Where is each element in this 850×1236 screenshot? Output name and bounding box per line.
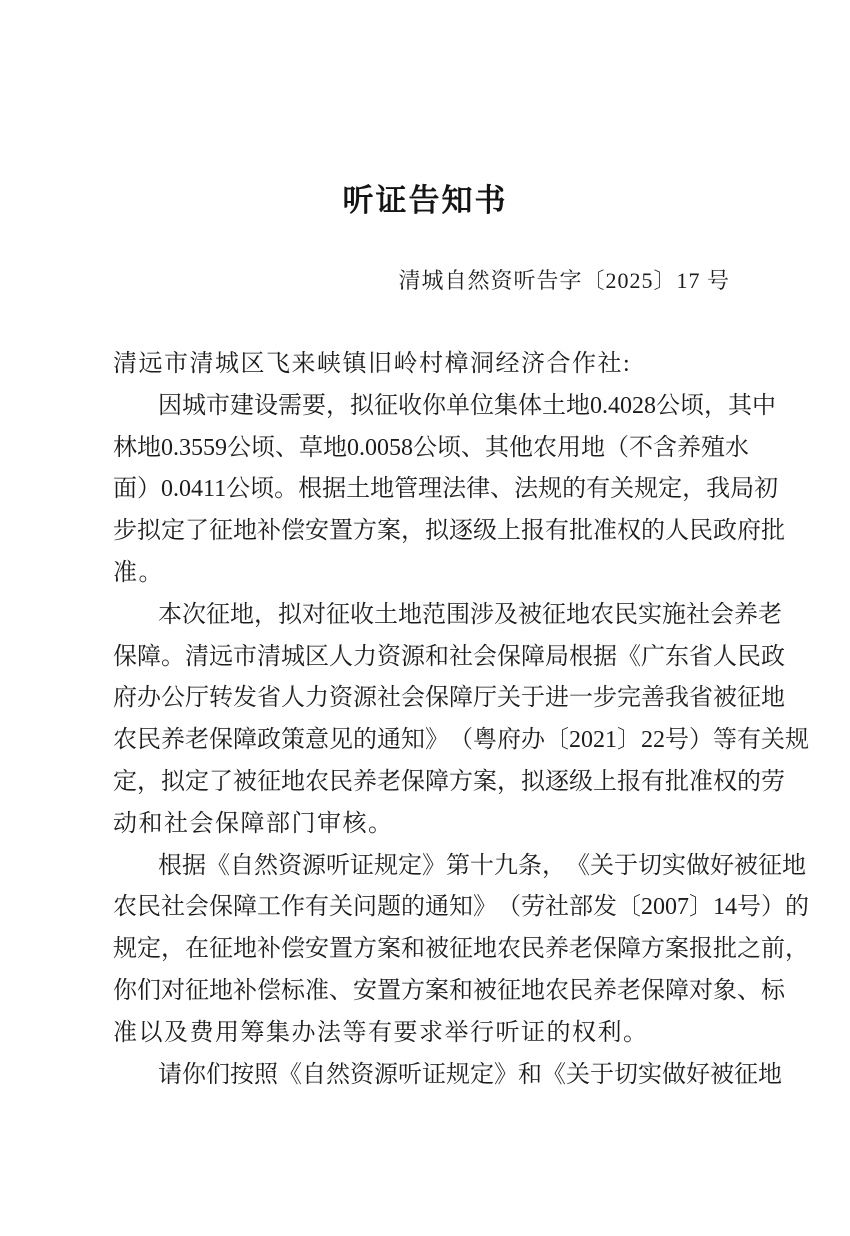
text-line: 你 们 对 征 地 补 偿 标 准 、 安 置 方 案 和 被 征 地 农 民 养 老 保 障 对 象 、 标 bbox=[113, 977, 785, 1004]
text-line: 林 地 0.3559 公 顷 、 草 地 0.0058 公 顷 、 其 他 农 用 地 （ 不 含 养 殖 水 bbox=[113, 434, 749, 461]
document-reference-number: 清城自然资听告字〔2025〕17 号 bbox=[398, 268, 730, 293]
text-line: 规 定 ， 在 征 地 补 偿 安 置 方 案 和 被 征 地 农 民 养 老 保 障 方 案 报 批 之 前 ， bbox=[113, 936, 809, 963]
text-line: 准。 bbox=[113, 559, 164, 586]
addressee-line: 清远市清城区飞来峡镇旧岭村樟洞经济合作社: bbox=[113, 351, 632, 377]
text-line: 农 民 社 会 保 障 工 作 有 关 问 题 的 通 知 》 （ 劳 社 部 发 〔 2007 〕 14 号 ） 的 bbox=[113, 894, 809, 921]
text-line: 因 城 市 建 设 需 要 ， 拟 征 收 你 单 位 集 体 土 地 0.4028 公 顷 ， 其 中 bbox=[158, 392, 776, 419]
text-line: 保 障 。 清 远 市 清 城 区 人 力 资 源 和 社 会 保 障 局 根 据 《 广 东 省 人 民 政 bbox=[113, 643, 785, 670]
text-line: 农 民 养 老 保 障 政 策 意 见 的 通 知 》 （ 粤 府 办 〔 2021 〕 22 号 ） 等 有 关 规 bbox=[113, 727, 809, 754]
text-line: 步 拟 定 了 征 地 补 偿 安 置 方 案 ， 拟 逐 级 上 报 有 批 准 权 的 人 民 政 府 批 bbox=[113, 518, 785, 545]
document-body bbox=[113, 344, 809, 1096]
text-line: 请 你 们 按 照 《 自 然 资 源 听 证 规 定 》 和 《 关 于 切 实 做 好 被 征 地 bbox=[158, 1061, 782, 1088]
text-line: 根 据 《 自 然 资 源 听 证 规 定 》 第 十 九 条 ， 《 关 于 切 实 做 好 被 征 地 bbox=[158, 852, 806, 879]
text-line: 准以及费用筹集办法等有要求举行听证的权利。 bbox=[113, 1019, 649, 1046]
text-line: 定 ， 拟 定 了 被 征 地 农 民 养 老 保 障 方 案 ， 拟 逐 级 上 报 有 批 准 权 的 劳 bbox=[113, 768, 785, 795]
document-title: 听证告知书 bbox=[342, 183, 508, 218]
text-line: 面 ） 0.0411 公 顷 。 根 据 土 地 管 理 法 律 、 法 规 的 有 关 规 定 ， 我 局 初 bbox=[113, 476, 779, 503]
text-line: 本 次 征 地 ， 拟 对 征 收 土 地 范 围 涉 及 被 征 地 农 民 实 施 社 会 养 老 bbox=[158, 601, 782, 628]
text-line: 动和社会保障部门审核。 bbox=[113, 810, 394, 837]
text-line: 府 办 公 厅 转 发 省 人 力 资 源 社 会 保 障 厅 关 于 进 一 步 完 善 我 省 被 征 地 bbox=[113, 685, 785, 712]
